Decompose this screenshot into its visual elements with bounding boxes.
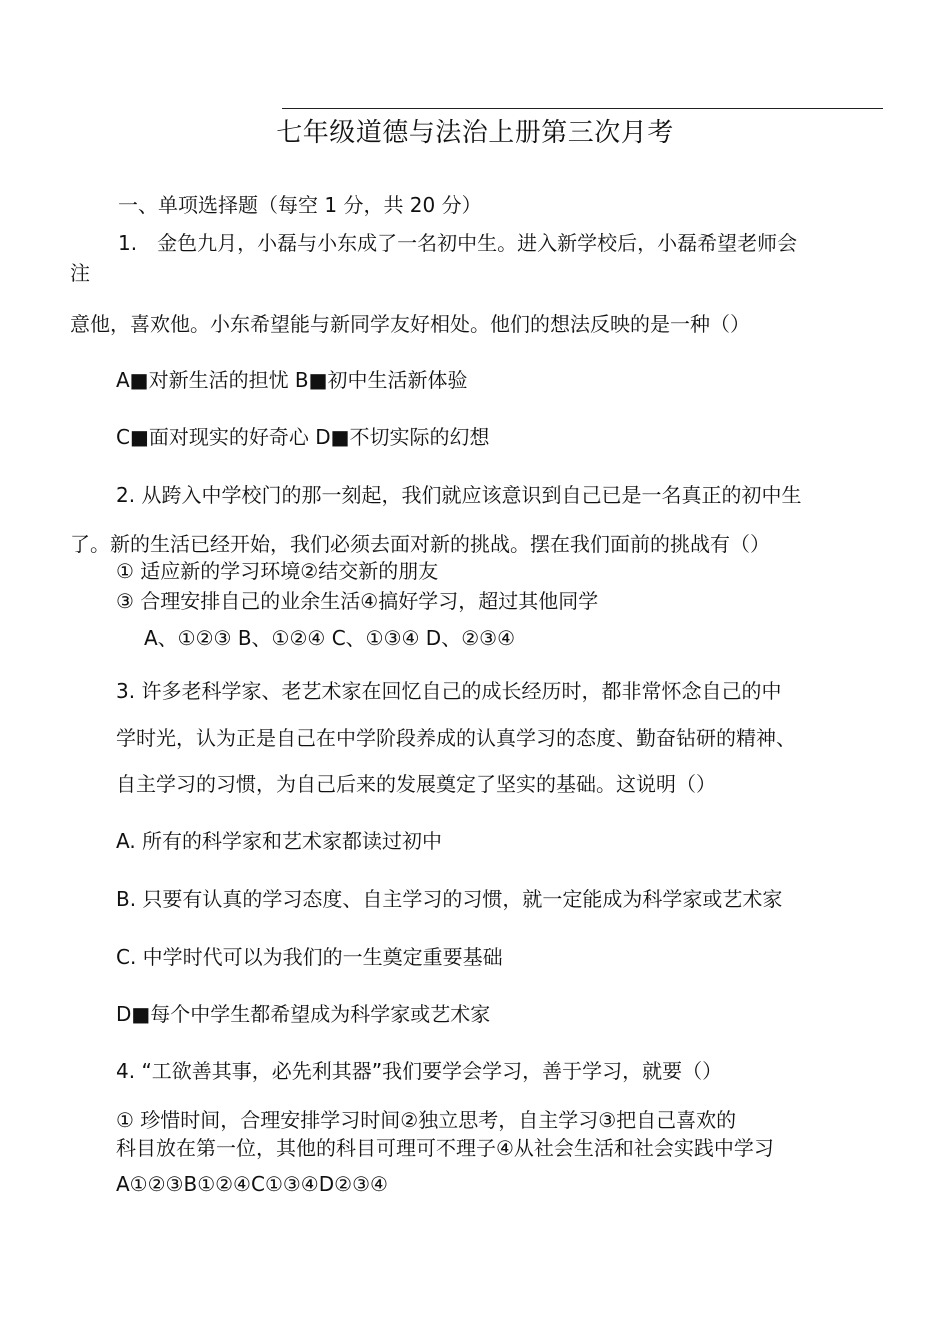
q2-line4: ③ 合理安排自己的业余生活④搞好学习，超过其他同学: [116, 589, 599, 613]
q1-line3: 意他，喜欢他。小东希望能与新同学友好相处。他们的想法反映的是一种（）: [70, 312, 750, 336]
q3-option-a: A. 所有的科学家和艺术家都读过初中: [116, 829, 443, 853]
q4-options: A①②③B①②④C①③④D②③④: [116, 1172, 388, 1196]
page-title: 七年级道德与法治上册第三次月考: [276, 118, 674, 148]
q1-line1: 1. 金色九月，小磊与小东成了一名初中生。进入新学校后，小磊希望老师会: [118, 231, 798, 255]
q3-option-c: C. 中学时代可以为我们的一生奠定重要基础: [116, 945, 503, 969]
q2-line3: ① 适应新的学习环境②结交新的朋友: [116, 559, 439, 583]
section-heading: 一、单项选择题（每空 1 分，共 20 分）: [118, 193, 482, 217]
q2-options: A、①②③ B、①②④ C、①③④ D、②③④: [144, 626, 515, 650]
q2-line2: 了。新的生活已经开始，我们必须去面对新的挑战。摆在我们面前的挑战有（）: [70, 532, 770, 556]
q4-line2: ① 珍惜时间，合理安排学习时间②独立思考，自主学习③把自己喜欢的: [116, 1108, 737, 1132]
q1-options-ab: A■对新生活的担忧 B■初中生活新体验: [116, 368, 468, 392]
q3-option-d: D■每个中学生都希望成为科学家或艺术家: [116, 1002, 491, 1026]
q1-line2: 注: [70, 261, 90, 285]
q4-line1: 4. “工欲善其事，必先利其器”我们要学会学习，善于学习，就要（）: [116, 1059, 723, 1083]
q4-line3: 科目放在第一位，其他的科目可理可不理子④从社会生活和社会实践中学习: [116, 1136, 774, 1160]
q3-line1: 3. 许多老科学家、老艺术家在回忆自己的成长经历时，都非常怀念自己的中: [116, 679, 782, 703]
q3-line2: 学时光，认为正是自己在中学阶段养成的认真学习的态度、勤奋钻研的精神、: [116, 726, 796, 750]
q3-line3: 自主学习的习惯，为自己后来的发展奠定了坚实的基础。这说明（）: [116, 772, 716, 796]
title-rule: [282, 108, 883, 109]
q3-option-b: B. 只要有认真的学习态度、自主学习的习惯，就一定能成为科学家或艺术家: [116, 887, 783, 911]
q2-line1: 2. 从跨入中学校门的那一刻起，我们就应该意识到自己已是一名真正的初中生: [116, 483, 802, 507]
q1-options-cd: C■面对现实的好奇心 D■不切实际的幻想: [116, 425, 490, 449]
